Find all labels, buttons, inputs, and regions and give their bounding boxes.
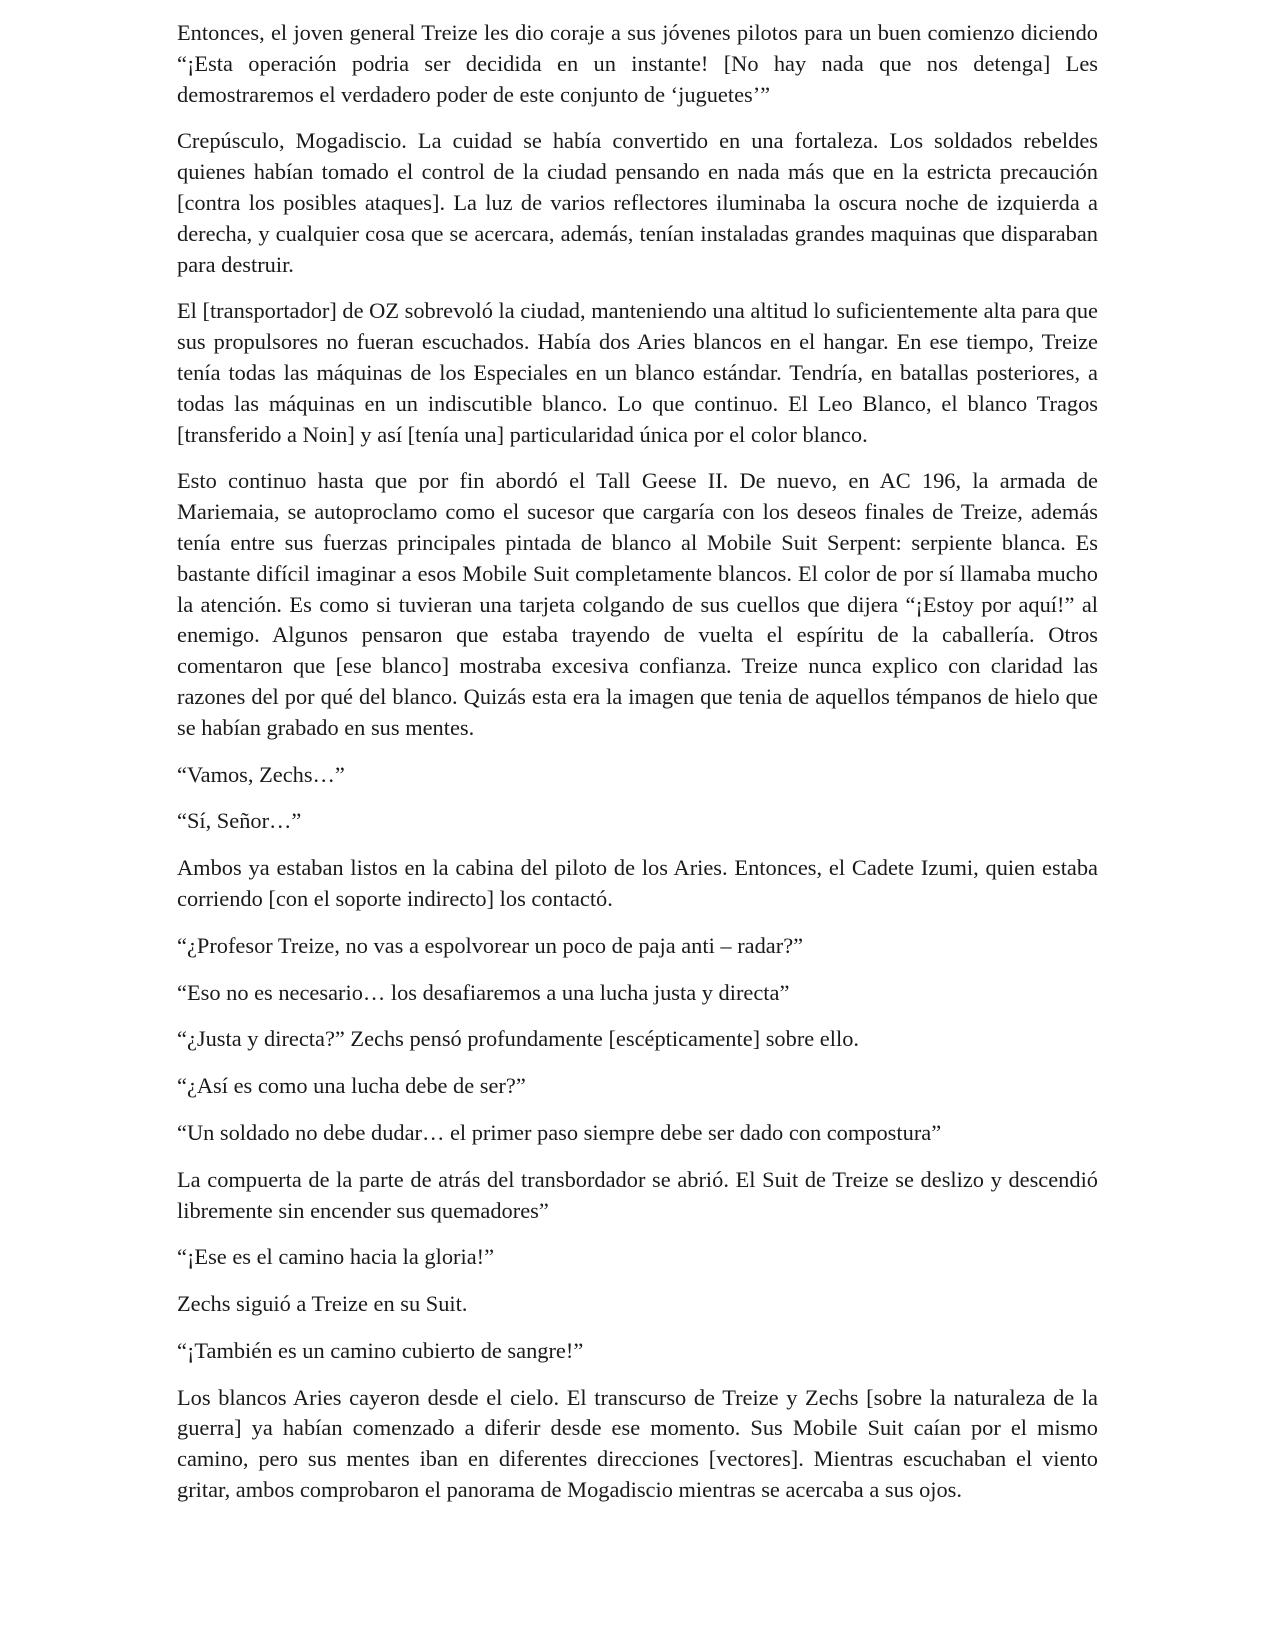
paragraph: Entonces, el joven general Treize les dio coraje a sus jóvenes pilotos para un buen comienzo diciendo “¡Esta operación podria ser decidida en un instante! [No hay nada que nos detenga] Les demostraremos el verdadero poder de este conjunto de ‘juguetes’”: [177, 20, 1098, 107]
paragraph: Esto continuo hasta que por fin abordó el Tall Geese II. De nuevo, en AC 196, la armada de Mariemaia, se autoproclamo como el sucesor que cargaría con los deseos finales de Treize, además tenía entre sus fuerzas principales pintada de blanco al Mobile Suit Serpent: serpiente blanca. Es bastante difícil imaginar a esos Mobile Suit completamente blancos. El color de por sí llamaba mucho la atención. Es como si tuvieran una tarjeta colgando de sus cuellos que dijera “¡Estoy por aquí!” al enemigo. Algunos pensaron que estaba trayendo de vuelta el espíritu de la caballería. Otros comentaron que [ese blanco] mostraba excesiva confianza. Treize nunca explico con claridad las razones del por qué del blanco. Quizás esta era la imagen que tenia de aquellos témpanos de hielo que se habían grabado en sus mentes.: [177, 468, 1098, 740]
paragraph: Ambos ya estaban listos en la cabina del piloto de los Aries. Entonces, el Cadete Izumi, quien estaba corriendo [con el soporte indirecto] los contactó.: [177, 855, 1098, 911]
dialogue-line: “¿Profesor Treize, no vas a espolvorear un poco de paja anti – radar?”: [177, 932, 804, 958]
dialogue-line: “Un soldado no debe dudar… el primer paso siempre debe ser dado con compostura”: [177, 1119, 942, 1145]
dialogue-line: “Sí, Señor…”: [177, 808, 302, 834]
dialogue-line: “Vamos, Zechs…”: [177, 761, 345, 787]
dialogue-line: “¿Justa y directa?” Zechs pensó profundamente [escépticamente] sobre ello.: [177, 1026, 859, 1052]
document-page: [177, 18, 1098, 1522]
dialogue-line: “¡También es un camino cubierto de sangre!”: [177, 1337, 584, 1363]
dialogue-line: “¡Ese es el camino hacia la gloria!”: [177, 1244, 495, 1270]
paragraph: Zechs siguió a Treize en su Suit.: [177, 1291, 468, 1317]
dialogue-line: “Eso no es necesario… los desafiaremos a una lucha justa y directa”: [177, 979, 790, 1005]
dialogue-line: “¿Así es como una lucha debe de ser?”: [177, 1073, 526, 1099]
paragraph: Los blancos Aries cayeron desde el cielo. El transcurso de Treize y Zechs [sobre la naturaleza de la guerra] ya habían comenzado a diferir desde ese momento. Sus Mobile Suit caían por el mismo camino, pero sus mentes iban en diferentes direcciones [vectores]. Mientras escuchaban el viento gritar, ambos comprobaron el panorama de Mogadiscio mientras se acercaba a sus ojos.: [177, 1384, 1098, 1503]
paragraph: Crepúsculo, Mogadiscio. La cuidad se había convertido en una fortaleza. Los soldados rebeldes quienes habían tomado el control de la ciudad pensando en nada más que en la estricta precaución [contra los posibles ataques]. La luz de varios reflectores iluminaba la oscura noche de izquierda a derecha, y cualquier cosa que se acercara, además, tenían instaladas grandes maquinas que disparaban para destruir.: [177, 128, 1098, 277]
paragraph: El [transportador] de OZ sobrevoló la ciudad, manteniendo una altitud lo suficientemente alta para que sus propulsores no fueran escuchados. Había dos Aries blancos en el hangar. En ese tiempo, Treize tenía todas las máquinas de los Especiales en un blanco estándar. Tendría, en batallas posteriores, a todas las máquinas en un indiscutible blanco. Lo que continuo. El Leo Blanco, el blanco Tragos [transferido a Noin] y así [tenía una] particularidad única por el color blanco.: [177, 298, 1098, 447]
paragraph: La compuerta de la parte de atrás del transbordador se abrió. El Suit de Treize se deslizo y descendió libremente sin encender sus quemadores”: [177, 1166, 1098, 1223]
